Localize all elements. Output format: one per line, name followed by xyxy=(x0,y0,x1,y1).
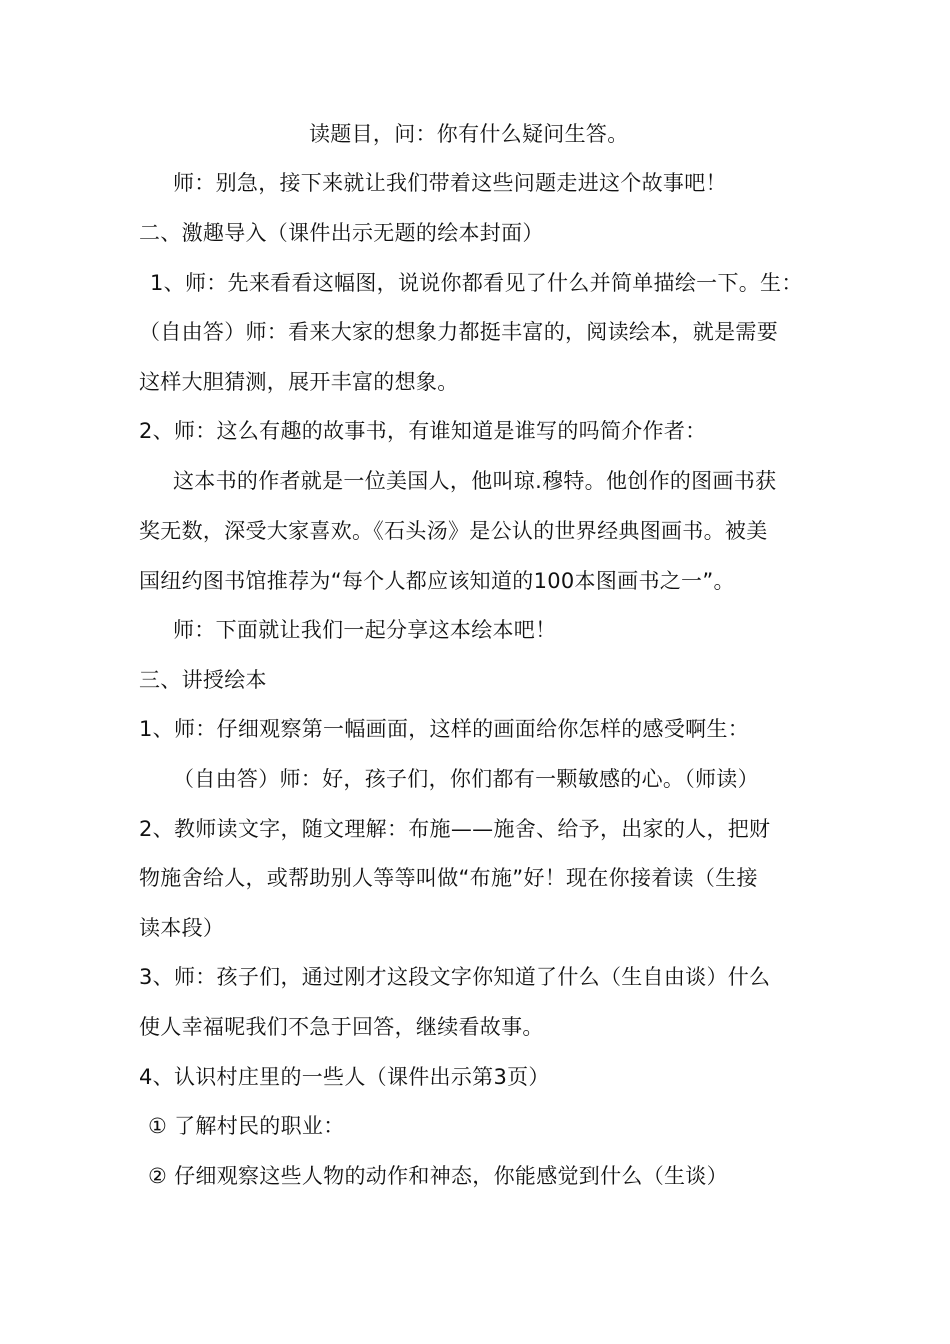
text-line-17: 读本段） xyxy=(139,916,225,940)
text-line-8: 这本书的作者就是一位美国人，他叫琼.穆特。他创作的图画书获 xyxy=(173,469,777,493)
section-heading-3: 三、讲授绘本 xyxy=(139,668,267,692)
text-line-11: 师：下面就让我们一起分享这本绘本吧！ xyxy=(173,618,557,642)
text-line-2: 师：别急，接下来就让我们带着这些问题走进这个故事吧！ xyxy=(173,171,727,195)
text-line-16: 物施舍给人，或帮助别人等等叫做“布施”好！现在你接着读（生接 xyxy=(139,866,758,890)
section-heading-2: 二、激趣导入（课件出示无题的绘本封面） xyxy=(139,221,544,245)
text-line-6: 这样大胆猜测，展开丰富的想象。 xyxy=(139,370,459,394)
text-line-13: 1、师：仔细观察第一幅画面，这样的画面给你怎样的感受啊生： xyxy=(139,717,750,741)
list-item-2: ② 仔细观察这些人物的动作和神态，你能感觉到什么（生谈） xyxy=(148,1164,728,1188)
text-line-7: 2、师：这么有趣的故事书，有谁知道是谁写的吗简介作者： xyxy=(139,419,707,443)
text-line-18: 3、师：孩子们，通过刚才这段文字你知道了什么（生自由谈）什么 xyxy=(139,965,771,989)
list-item-1: ① 了解村民的职业： xyxy=(148,1114,345,1138)
text-line-1: 读题目，问：你有什么疑问生答。 xyxy=(309,122,629,146)
text-line-14: （自由答）师：好，孩子们，你们都有一颗敏感的心。（师读） xyxy=(173,767,759,791)
text-line-9: 奖无数，深受大家喜欢。《石头汤》是公认的世界经典图画书。被美 xyxy=(139,519,768,543)
text-line-5: （自由答）师：看来大家的想象力都挺丰富的，阅读绘本，就是需要 xyxy=(139,320,778,344)
text-line-20: 4、认识村庄里的一些人（课件出示第3页） xyxy=(139,1065,550,1089)
text-line-4: 1、师：先来看看这幅图，说说你都看见了什么并简单描绘一下。生： xyxy=(150,271,803,295)
text-line-10: 国纽约图书馆推荐为“每个人都应该知道的100本图画书之一”。 xyxy=(139,569,735,593)
text-line-19: 使人幸福呢我们不急于回答，继续看故事。 xyxy=(139,1015,544,1039)
text-line-15: 2、教师读文字，随文理解：布施——施舍、给予，出家的人，把财 xyxy=(139,817,771,841)
